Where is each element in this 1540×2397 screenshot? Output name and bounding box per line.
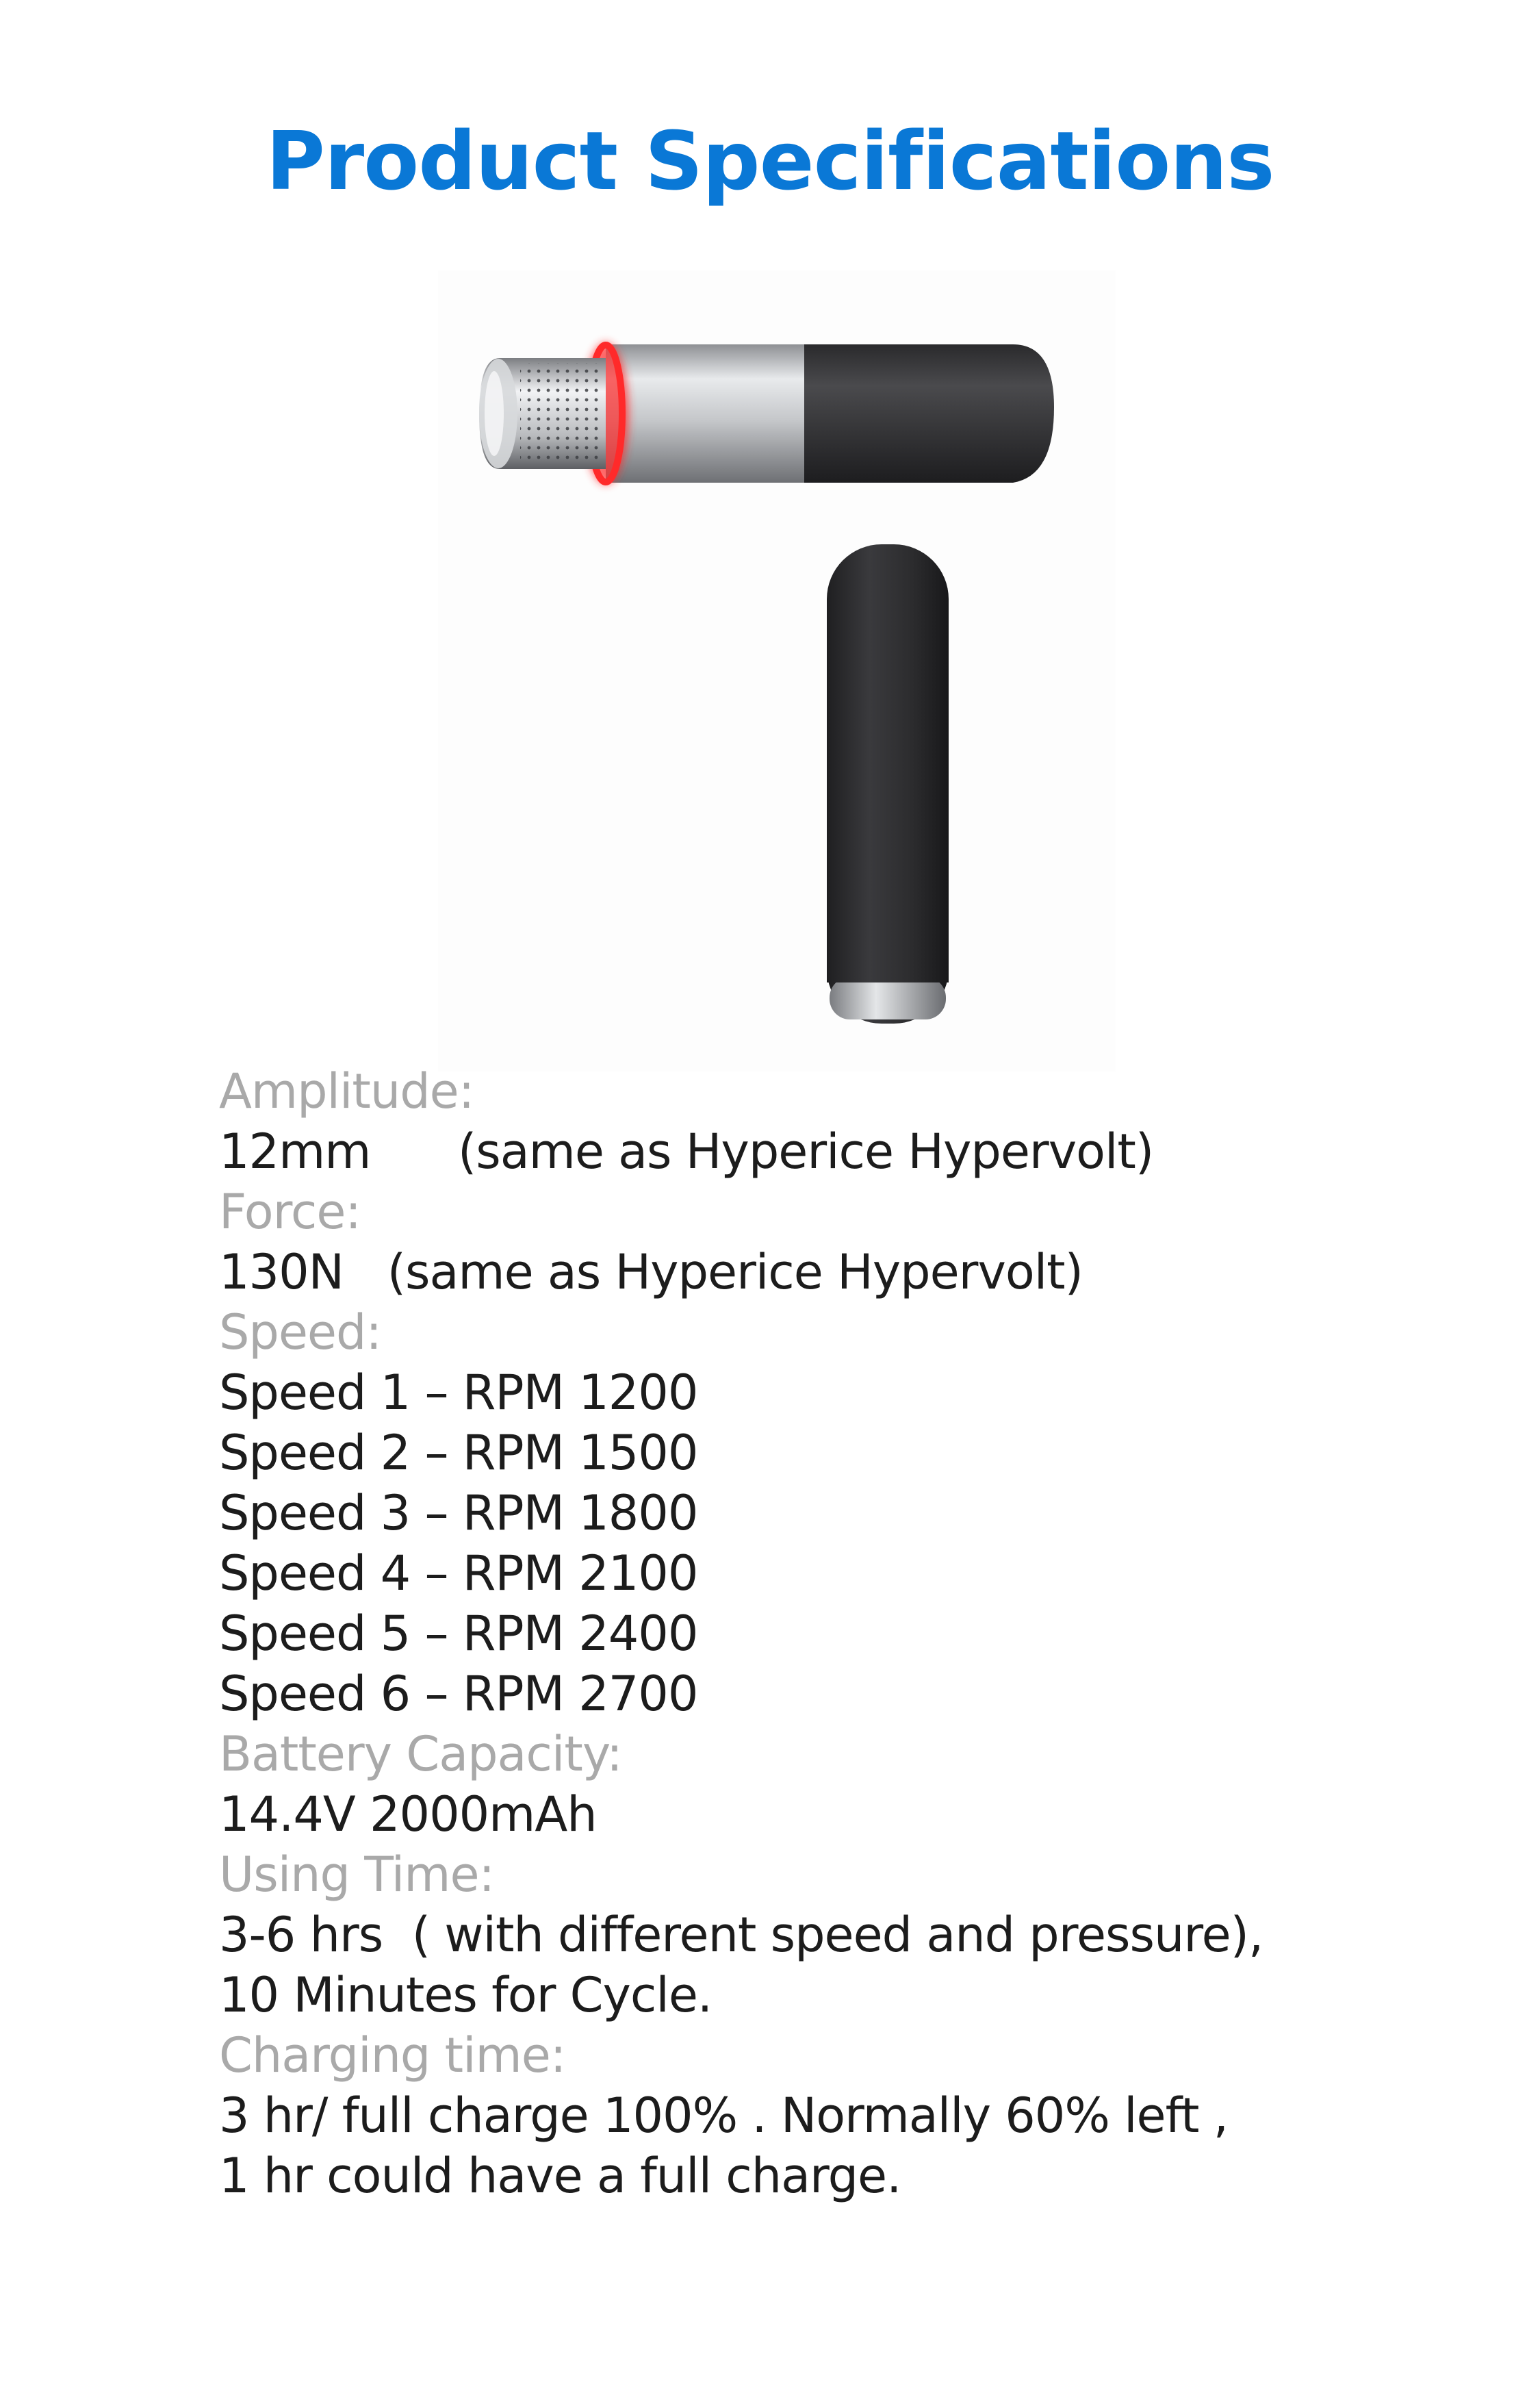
spec-label: Charging time:: [219, 2027, 566, 2083]
spec-label: Speed:: [219, 1304, 382, 1360]
spec-value: 14.4V 2000mAh: [219, 1786, 597, 1842]
spec-value: 12mm (same as Hyperice Hypervolt): [219, 1124, 1154, 1180]
spec-value: Speed 5 – RPM 2400: [219, 1606, 698, 1662]
spec-label: Force:: [219, 1184, 361, 1240]
spec-value: Speed 2 – RPM 1500: [219, 1425, 698, 1481]
product-photo: [438, 270, 1116, 1071]
spec-value: Speed 4 – RPM 2100: [219, 1545, 698, 1601]
spec-value: Speed 1 – RPM 1200: [219, 1365, 698, 1421]
spec-value: 3 hr/ full charge 100% . Normally 60% left ,: [219, 2088, 1228, 2144]
spec-label: Amplitude:: [219, 1063, 474, 1119]
spec-value: 3-6 hrs ( with different speed and pressure),: [219, 1907, 1263, 1963]
spec-label: Battery Capacity:: [219, 1726, 622, 1782]
massage-gun-icon: [438, 270, 1116, 1071]
spec-value: Speed 6 – RPM 2700: [219, 1666, 698, 1722]
spec-value: 130N (same as Hyperice Hypervolt): [219, 1244, 1083, 1300]
spec-value: 10 Minutes for Cycle.: [219, 1967, 713, 2023]
spec-list: [219, 1061, 1383, 2206]
page-title: Product Specifications: [266, 114, 1274, 208]
spec-value: Speed 3 – RPM 1800: [219, 1485, 698, 1541]
spec-value: 1 hr could have a full charge.: [219, 2148, 901, 2204]
spec-label: Using Time:: [219, 1847, 495, 1903]
